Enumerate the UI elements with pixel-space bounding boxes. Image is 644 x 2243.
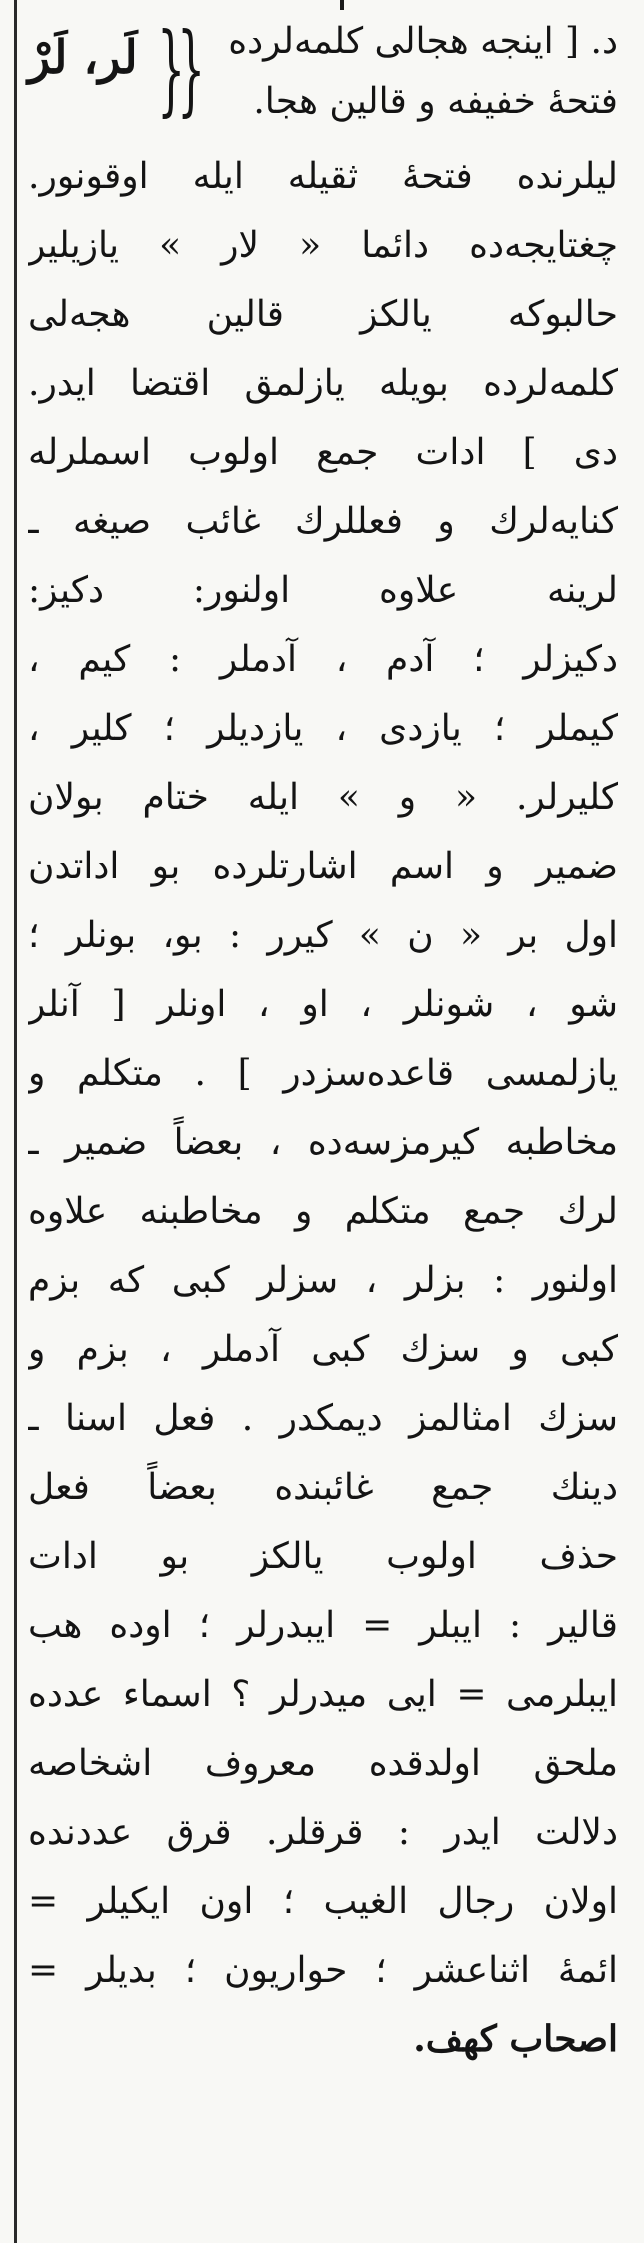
body-line: سزك امثالمز ديمكدر . فعل اسنا ـ <box>28 1398 618 1439</box>
body-line: اولان رجال الغيب ؛ اون ايكيلر = <box>28 1881 618 1922</box>
brace-mark: { <box>157 13 186 127</box>
body-line: حالبوكه يالكز قالين هجه‌لى <box>28 294 618 335</box>
body-line: مخاطبه كيرمزسه‌ده ، بعضاً ضمير ـ <box>28 1122 618 1163</box>
header-line: فتحهٔ خفيفه و قالين هجا. <box>253 81 618 122</box>
body-line: ائمهٔ اثناعشر ؛ حواريون ؛ بديلر = <box>28 1950 618 1991</box>
body-line: ليلرنده فتحهٔ ثقيله ايله اوقونور. <box>28 156 618 197</box>
body-line: اصحاب كهف. <box>413 2018 618 2060</box>
header-line: د. [ اينجه هجالى كلمه‌لرده <box>228 21 618 62</box>
body-line: كنايه‌لرك و فعللرك غائب صيغه ـ <box>28 501 618 542</box>
body-line: شو ، شونلر ، او ، اونلر [ آنلر <box>28 984 618 1025</box>
entry-body <box>28 142 618 2074</box>
body-line: اولنور : بزلر ، سزلر كبى كه بزم <box>28 1260 618 1301</box>
body-line: يازلمسى قاعده‌سزدر ] . متكلم و <box>28 1053 618 1094</box>
body-line: اول بر « ن » كيرر : بو، بونلر ؛ <box>28 915 618 956</box>
body-line: كلمه‌لرده بويله يازلمق اقتضا ايدر. <box>28 363 618 404</box>
entry-header-lines <box>178 12 618 132</box>
entry-header <box>28 12 618 142</box>
column-top-mark <box>340 0 344 10</box>
body-line: ايبلرمى = ايى ميدرلر ؟ اسماء عدده <box>28 1674 618 1715</box>
body-line: لرك جمع متكلم و مخاطبنه علاوه <box>28 1191 618 1232</box>
body-line: دلالت ايدر : قرقلر. قرق عددنده <box>28 1812 618 1853</box>
body-line: چغتايجه‌ده دائما « لار » يازيلير <box>28 225 618 266</box>
body-line: حذف اولوب يالكز بو ادات <box>28 1536 618 1577</box>
brace-mark: { <box>177 13 206 127</box>
column-rule <box>14 0 17 2243</box>
body-line: كيملر ؛ يازدى ، يازديلر ؛ كلير ، <box>28 708 618 749</box>
body-line: لرينه علاوه اولنور: دكيز: <box>28 570 618 611</box>
body-line: ضمير و اسم اشارتلرده بو اداتدن <box>28 846 618 887</box>
body-line: دينك جمع غائبنده بعضاً فعل <box>28 1467 618 1508</box>
dictionary-column <box>28 12 618 2074</box>
body-line: ملحق اولدقده معروف اشخاصه <box>28 1743 618 1784</box>
body-line: كبى و سزك كبى آدملر ، بزم و <box>28 1329 618 1370</box>
body-line: دى ] ادات جمع اولوب اسملرله <box>28 432 618 473</box>
body-line: دكيزلر ؛ آدم ، آدملر : كيم ، <box>28 639 618 680</box>
body-line: كليرلر. « و » ايله ختام بولان <box>28 777 618 818</box>
body-line: قالير : ايبلر = ايبدرلر ؛ اوده هب <box>28 1605 618 1646</box>
entry-headword: لَر، لَرْ <box>28 30 138 84</box>
